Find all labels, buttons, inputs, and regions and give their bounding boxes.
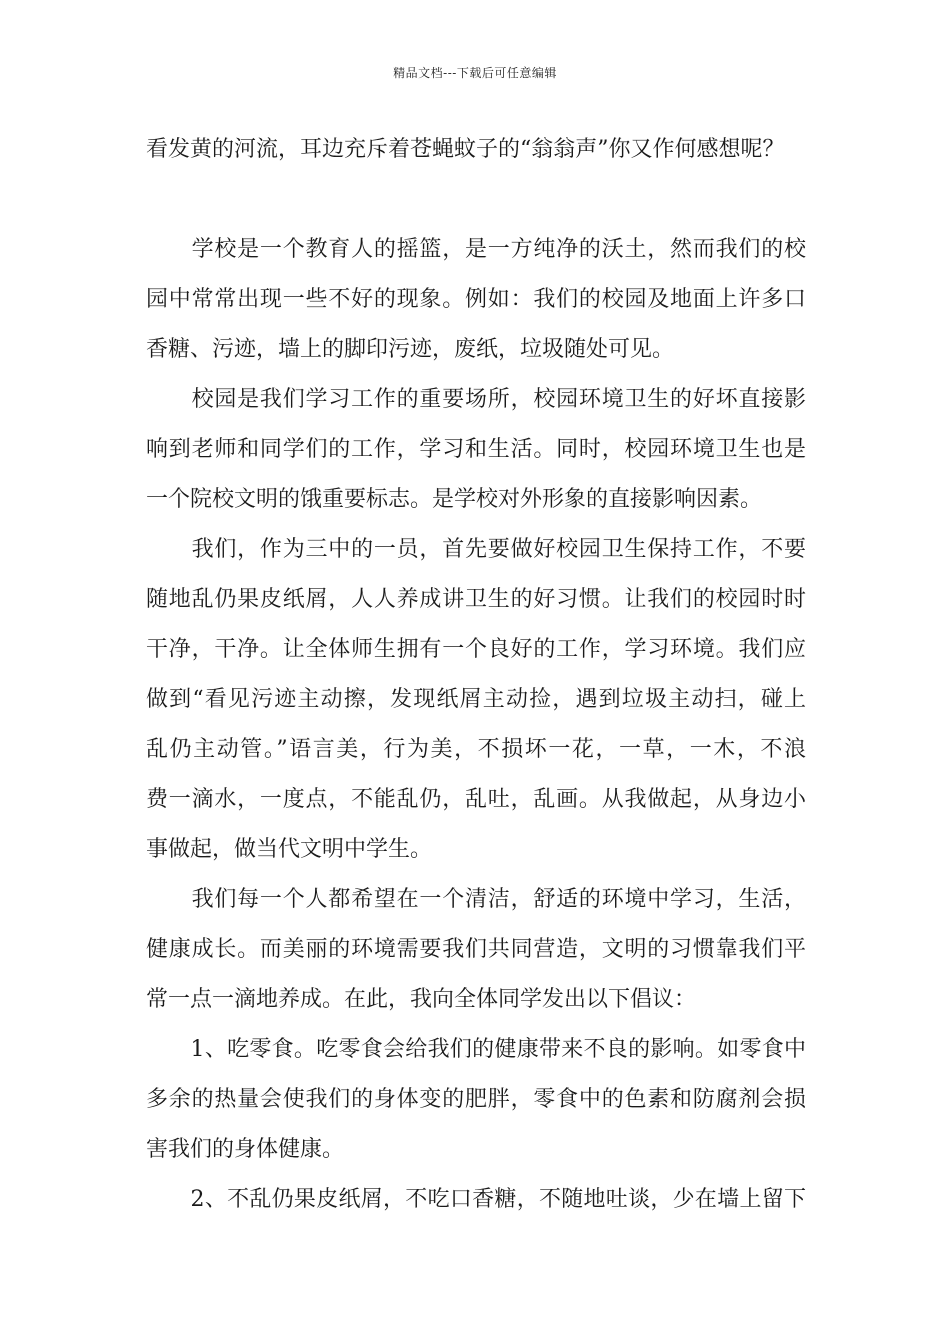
text-line: 看发黄的河流，耳边充斥着苍蝇蚊子的“翁翁声”你又作何感想呢？ (146, 137, 785, 162)
text-line: 费一滴水，一度点，不能乱仍，乱吐，乱画。从我做起，从身边小 (146, 787, 806, 812)
text-line: 我们每一个人都希望在一个清洁，舒适的环境中学习，生活， (146, 887, 806, 912)
text-line: 学校是一个教育人的摇篮，是一方纯净的沃土，然而我们的校 (146, 237, 806, 262)
text-line: 害我们的身体健康。 (146, 1137, 345, 1162)
text-line: 校园是我们学习工作的重要场所，校园环境卫生的好坏直接影 (146, 387, 806, 412)
text-line: 乱仍主动管。”语言美，行为美，不损坏一花，一草，一木，不浪 (146, 737, 806, 762)
text-line: 干净，干净。让全体师生拥有一个良好的工作，学习环境。我们应 (146, 637, 806, 662)
text-line: 做到“看见污迹主动擦，发现纸屑主动捡，遇到垃圾主动扫，碰上 (146, 687, 806, 712)
text-line: 健康成长。而美丽的环境需要我们共同营造，文明的习惯靠我们平 (146, 937, 806, 962)
text-line: 事做起，做当代文明中学生。 (146, 837, 433, 862)
text-line: 园中常常出现一些不好的现象。例如：我们的校园及地面上许多口 (146, 287, 806, 312)
text-line: 一个院校文明的饿重要标志。是学校对外形象的直接影响因素。 (146, 487, 763, 512)
text-line: 随地乱仍果皮纸屑，人人养成讲卫生的好习惯。让我们的校园时时 (146, 587, 806, 612)
text-line: 2、不乱仍果皮纸屑，不吃口香糖，不随地吐谈，少在墙上留下 (146, 1187, 806, 1212)
text-line: 1、吃零食。吃零食会给我们的健康带来不良的影响。如零食中 (146, 1037, 806, 1062)
text-line: 香糖、污迹，墙上的脚印污迹，废纸，垃圾随处可见。 (146, 337, 675, 362)
text-line: 响到老师和同学们的工作，学习和生活。同时，校园环境卫生也是 (146, 437, 806, 462)
text-line: 我们，作为三中的一员，首先要做好校园卫生保持工作，不要 (146, 537, 806, 562)
text-line: 多余的热量会使我们的身体变的肥胖，零食中的色素和防腐剂会损 (146, 1087, 806, 1112)
text-line: 常一点一滴地养成。在此，我向全体同学发出以下倡议： (146, 987, 697, 1012)
page-header: 精品文档---下载后可任意编辑 (393, 66, 557, 80)
